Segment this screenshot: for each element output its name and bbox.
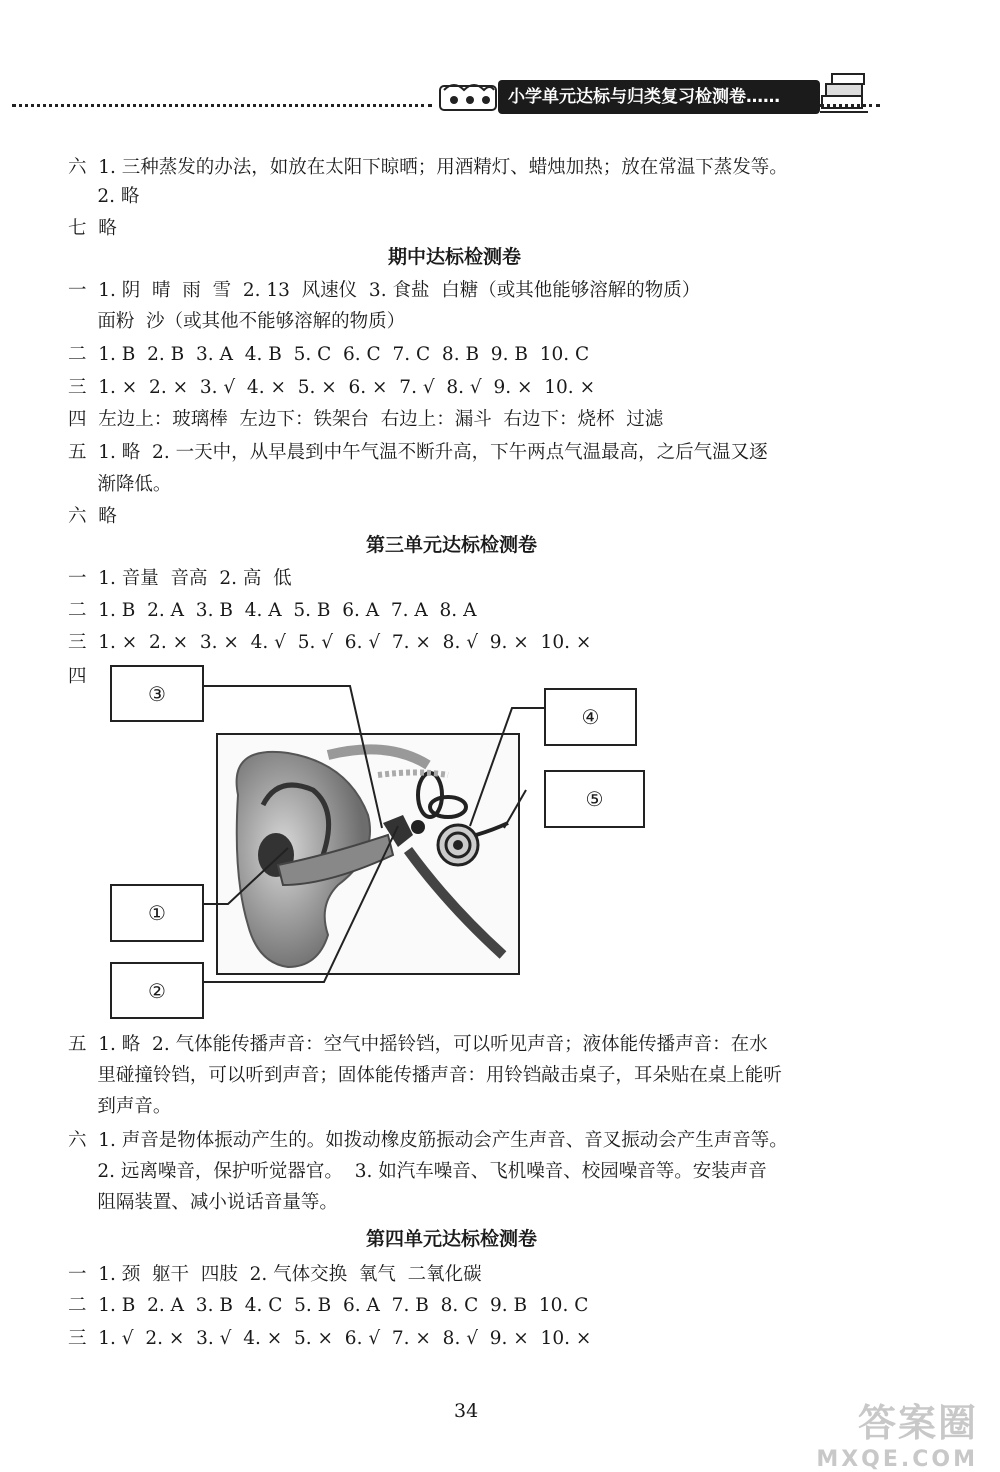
answer-line: 七 略 bbox=[68, 218, 117, 239]
answer-line: 四 左边上：玻璃棒 左边下：铁架台 右边上：漏斗 右边下：烧杯 过滤 bbox=[68, 409, 664, 430]
answer-line: 三 1. √ 2. × 3. √ 4. × 5. × 6. √ 7. × 8. √ 9. × 10. × bbox=[68, 1328, 592, 1349]
answer-line: 里碰撞铃铛，可以听到声音；固体能传播声音：用铃铛敲击桌子，耳朵贴在桌上能听 bbox=[68, 1065, 782, 1086]
page-number: 34 bbox=[454, 1400, 479, 1422]
answer-line: 一 1. 阴 晴 雨 雪 2. 13 风速仪 3. 食盐 白糖（或其他能够溶解的物质） bbox=[68, 280, 701, 301]
answer-line: 四 bbox=[68, 666, 87, 687]
label-box-text: ② bbox=[148, 978, 166, 1003]
header-banner: 小学单元达标与归类复习检测卷…… bbox=[498, 80, 820, 114]
watermark-bottom: MXQE.COM bbox=[816, 1447, 978, 1472]
label-box-text: ③ bbox=[148, 681, 166, 706]
answer-line: 五 1. 略 2. 气体能传播声音：空气中摇铃铛，可以听见声音；液体能传播声音：在水 bbox=[68, 1034, 768, 1055]
answer-line: 六 1. 声音是物体振动产生的。如拨动橡皮筋振动会产生声音、音叉振动会产生声音等。 bbox=[68, 1130, 788, 1151]
watermark-top: 答案圈 bbox=[857, 1401, 978, 1445]
label-box-text: ① bbox=[148, 901, 166, 925]
answer-line: 六 1. 三种蒸发的办法，如放在太阳下晾晒；用酒精灯、蜡烛加热；放在常温下蒸发等。 bbox=[68, 157, 788, 178]
label-box-text: ⑤ bbox=[585, 787, 604, 811]
answer-line: 二 1. B 2. B 3. A 4. B 5. C 6. C 7. C 8. B 9. B 10. C bbox=[68, 344, 590, 365]
answer-line: 六 略 bbox=[68, 506, 117, 527]
answer-line: 二 1. B 2. A 3. B 4. C 5. B 6. A 7. B 8. C 9. B 10. C bbox=[68, 1295, 589, 1316]
answer-line: 到声音。 bbox=[68, 1096, 172, 1117]
watermark bbox=[816, 1392, 978, 1472]
section-title-unit3: 第三单元达标检测卷 bbox=[366, 534, 538, 556]
label-box-text: ④ bbox=[581, 705, 600, 729]
answer-line: 五 1. 略 2. 一天中，从早晨到中午气温不断升高，下午两点气温最高，之后气温又逐 bbox=[68, 442, 768, 463]
section-title-midterm: 期中达标检测卷 bbox=[388, 246, 522, 268]
answer-line: 二 1. B 2. A 3. B 4. A 5. B 6. A 7. A 8. A bbox=[68, 600, 477, 621]
answer-line: 面粉 沙（或其他不能够溶解的物质） bbox=[68, 311, 406, 332]
answer-line: 2. 远离噪音，保护听觉器官。 3. 如汽车噪音、飞机噪音、校园噪音等。安装声音 bbox=[68, 1161, 767, 1182]
answer-line: 三 1. × 2. × 3. √ 4. × 5. × 6. × 7. √ 8. √ 9. × 10. × bbox=[68, 377, 596, 398]
section-title-unit4: 第四单元达标检测卷 bbox=[366, 1228, 538, 1250]
answer-line: 2. 略 bbox=[68, 186, 140, 207]
answer-line: 一 1. 音量 音高 2. 高 低 bbox=[68, 568, 292, 589]
answer-line: 三 1. × 2. × 3. × 4. √ 5. √ 6. √ 7. × 8. √ 9. × 10. × bbox=[68, 632, 592, 653]
answer-line: 一 1. 颈 躯干 四肢 2. 气体交换 氧气 二氧化碳 bbox=[68, 1264, 482, 1285]
answer-line: 阻隔装置、减小说话音量等。 bbox=[68, 1192, 338, 1213]
answer-line: 渐降低。 bbox=[68, 474, 172, 495]
